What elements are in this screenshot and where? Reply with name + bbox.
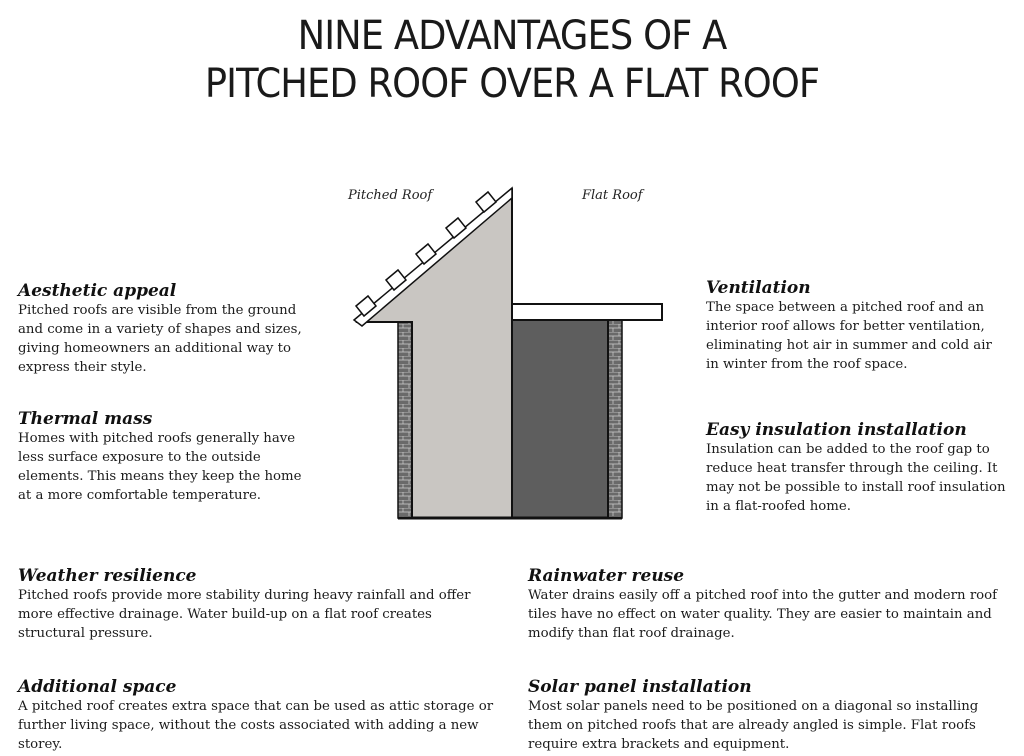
right-brick-wall — [608, 318, 622, 518]
advantage-solar — [528, 677, 998, 754]
advantage-weather — [18, 566, 496, 643]
advantage-ventilation — [706, 278, 1006, 374]
advantage-title: Additional space — [18, 677, 177, 697]
advantage-thermal — [18, 409, 308, 505]
advantage-title: Easy insulation installation — [706, 420, 967, 440]
advantage-rainwater — [528, 566, 998, 643]
advantage-text: Homes with pitched roofs generally have less surface exposure to the outside elements. This means they keep the home at a more comfortable temperature. — [18, 431, 302, 503]
title-line-1: NINE ADVANTAGES OF A — [297, 13, 727, 59]
advantage-title: Ventilation — [706, 278, 811, 298]
flat-roof-caption: Flat Roof — [582, 188, 643, 203]
advantage-text: The space between a pitched roof and an interior roof allows for better ventilation, eliminating hot air in summer and cold air in winter from the roof space. — [706, 300, 992, 372]
advantage-text: Water drains easily off a pitched roof into the gutter and modern roof tiles have no effect on water quality. They are easier to maintain and modify than flat roof drainage. — [528, 588, 998, 641]
pitched-roof-caption: Pitched Roof — [348, 188, 433, 203]
title-line-2: PITCHED ROOF OVER A FLAT ROOF — [204, 61, 820, 107]
advantage-text: Most solar panels need to be positioned on a diagonal so installing them on pitched roofs that are already angled is simple. Flat roofs require extra brackets and equipment. — [528, 699, 979, 752]
advantage-text: Pitched roofs are visible from the ground and come in a variety of shapes and sizes, giving homeowners an additional way to express their style. — [18, 303, 302, 375]
advantage-title: Weather resilience — [18, 566, 197, 586]
advantage-space — [18, 677, 496, 754]
advantage-text: Insulation can be added to the roof gap to reduce heat transfer through the ceiling. It may not be possible to install roof insulation in a flat-roofed home. — [706, 442, 1006, 514]
page-title — [41, 12, 983, 108]
advantage-title: Rainwater reuse — [528, 566, 685, 586]
flat-roof-slab — [512, 304, 662, 320]
advantage-insulation — [706, 420, 1006, 516]
house-diagram — [340, 180, 670, 525]
advantage-text: A pitched roof creates extra space that can be used as attic storage or further living space, without the costs associated with adding a new storey. — [18, 699, 494, 752]
advantage-title: Thermal mass — [18, 409, 153, 429]
advantage-title: Solar panel installation — [528, 677, 752, 697]
left-brick-wall — [398, 318, 412, 518]
flat-roof-interior — [512, 320, 608, 518]
advantage-title: Aesthetic appeal — [18, 281, 177, 301]
advantage-text: Pitched roofs provide more stability during heavy rainfall and offer more effective drainage. Water build-up on a flat roof creates structural pressure. — [18, 588, 471, 641]
advantage-aesthetic — [18, 281, 308, 377]
pitched-roof-interior — [358, 190, 512, 518]
